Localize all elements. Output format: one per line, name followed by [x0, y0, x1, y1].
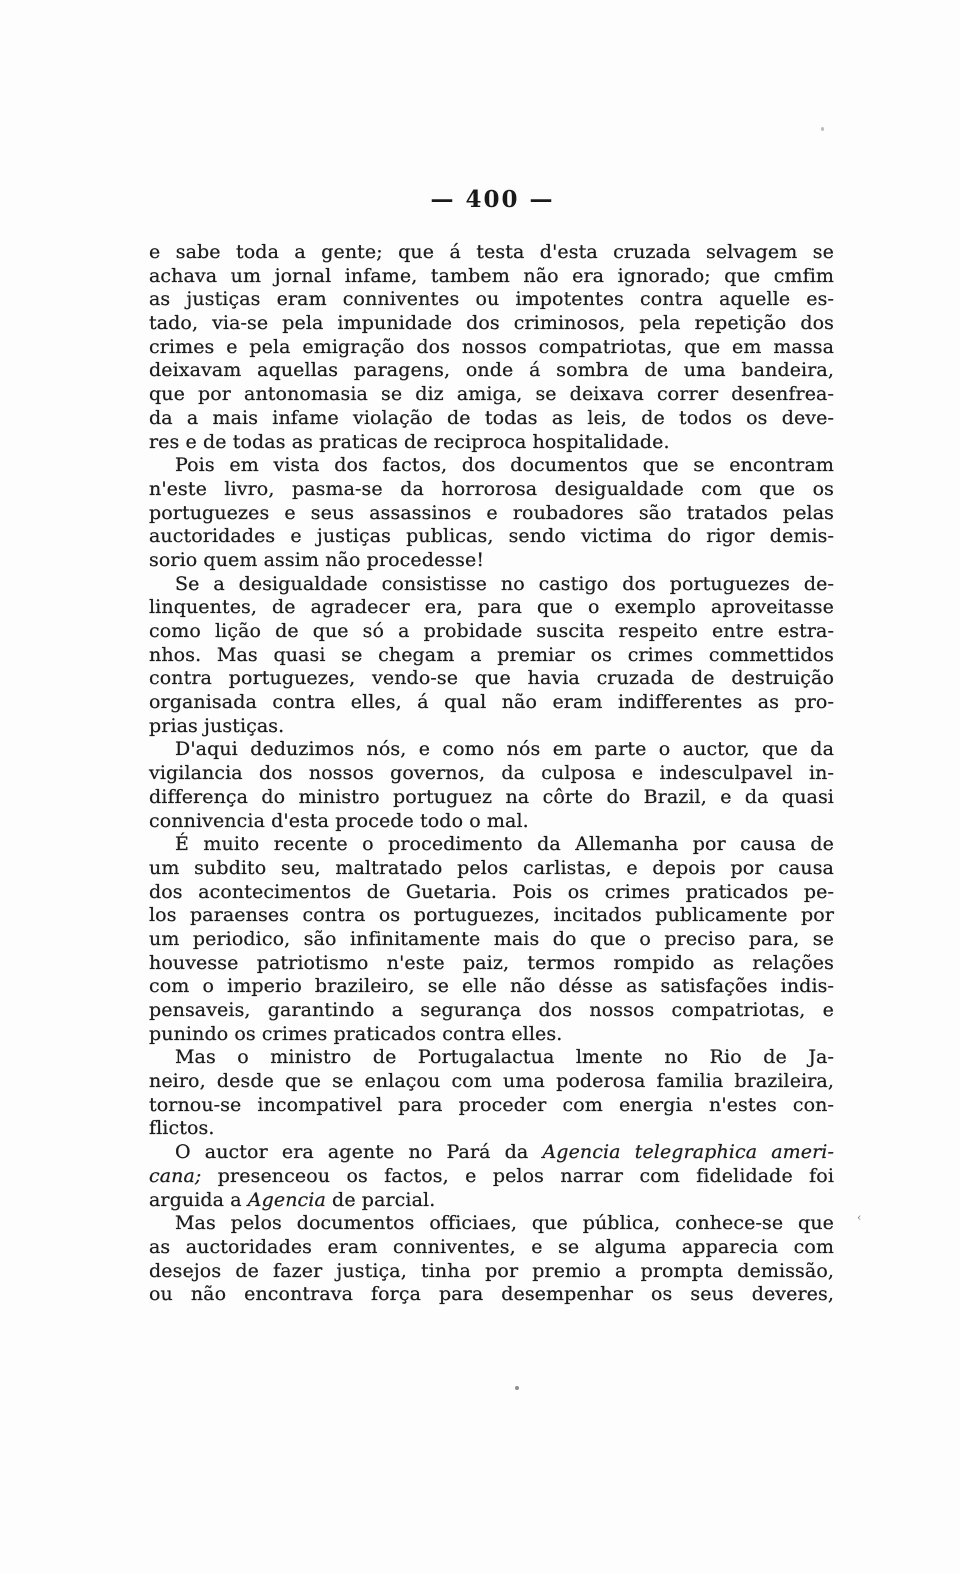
text-segment: differença do ministro portuguez na côrte do Brazil, e da quasi — [149, 785, 834, 808]
paragraph — [149, 738, 834, 833]
text-line — [149, 549, 834, 573]
text-segment: as auctoridades eram conniventes, e se alguma apparecia com — [149, 1235, 834, 1258]
text-segment: arguida a — [149, 1188, 248, 1211]
text-segment: connivencia d'esta procede todo o mal. — [149, 809, 529, 832]
text-segment: pensaveis, garantindo a segurança dos nossos compatriotas, e — [149, 999, 834, 1021]
text-segment: desejos de fazer justiça, tinha por premio a prompta demissão, — [149, 1259, 834, 1282]
text-line — [149, 810, 834, 834]
paragraph — [149, 454, 834, 572]
text-segment: contra portuguezes, vendo-se que havia cruzada de destruição — [149, 667, 834, 690]
text-line — [149, 312, 834, 336]
text-line — [149, 1165, 834, 1189]
text-segment: e sabe toda a gente; que á testa d'esta cruzada selvagem se — [149, 241, 834, 263]
text-segment: dos acontecimentos de Guetaria. Pois os crimes praticados pe- — [149, 880, 834, 903]
text-segment: punindo os crimes praticados contra elles. — [149, 1022, 563, 1045]
italic-text-segment: Agencia telegraphica ameri- — [542, 1141, 835, 1164]
text-line — [149, 762, 834, 786]
text-line — [149, 288, 834, 312]
text-line — [149, 502, 834, 526]
text-line — [149, 975, 834, 999]
text-line — [149, 1070, 834, 1094]
text-segment: que por antonomasia se diz amiga, se deixava correr desenfrea- — [149, 383, 834, 406]
text-line — [149, 478, 834, 502]
paragraph — [149, 1212, 834, 1307]
text-segment: achava um jornal infame, tambem não era ignorado; que cmfim — [149, 264, 834, 287]
text-line — [149, 667, 834, 691]
text-segment: res e de todas as praticas de reciproca hospitalidade. — [149, 430, 670, 453]
text-segment: Pois em vista dos factos, dos documentos que se encontram — [175, 454, 834, 477]
text-segment: los paraenses contra os portuguezes, incitados publicamente por — [149, 904, 834, 927]
text-line — [149, 1283, 834, 1307]
text-segment: auctoridades e justiças publicas, sendo victima do rigor demis- — [149, 525, 834, 548]
text-line — [149, 596, 834, 620]
text-line — [149, 1260, 834, 1284]
text-line — [149, 1023, 834, 1047]
text-line — [149, 1212, 834, 1236]
text-line — [149, 881, 834, 905]
text-segment: sorio quem assim não procedesse! — [149, 548, 485, 571]
text-line — [149, 359, 834, 383]
text-line — [149, 573, 834, 597]
ink-speck — [515, 1386, 519, 1390]
text-line — [149, 691, 834, 715]
text-line — [149, 999, 834, 1023]
page-text — [149, 241, 834, 1307]
text-line — [149, 525, 834, 549]
text-segment: Mas pelos documentos officiaes, que pública, conhece-se que — [175, 1212, 834, 1235]
text-segment: da a mais infame violação de todas as leis, de todos os deve- — [149, 406, 834, 429]
text-segment: neiro, desde que se enlaçou com uma poderosa familia brazileira, — [149, 1070, 834, 1093]
text-line — [149, 454, 834, 478]
text-segment: Se a desigualdade consistisse no castigo dos portuguezes de- — [175, 572, 834, 595]
text-line — [149, 786, 834, 810]
text-line — [149, 383, 834, 407]
text-segment: tado, via-se pela impunidade dos criminosos, pela repetição dos — [149, 312, 834, 335]
text-segment: vigilancia dos nossos governos, da culposa e indesculpavel in- — [149, 762, 834, 785]
paragraph — [149, 1046, 834, 1141]
text-line — [149, 1117, 834, 1141]
text-line — [149, 738, 834, 762]
text-line — [149, 833, 834, 857]
page-number: — 400 — — [430, 186, 555, 213]
text-line — [149, 1236, 834, 1260]
text-segment: presenceou os factos, e pelos narrar com fidelidade foi — [201, 1164, 834, 1187]
text-line — [149, 431, 834, 455]
text-segment: nhos. Mas quasi se chegam a premiar os crimes commettidos — [149, 643, 834, 666]
text-line — [149, 857, 834, 881]
ink-speck: ‹ — [857, 1211, 862, 1224]
text-line — [149, 407, 834, 431]
text-segment: Mas o ministro de Portugalactua lmente no Rio de Ja- — [175, 1046, 834, 1069]
text-segment: flictos. — [149, 1117, 215, 1140]
text-line — [149, 644, 834, 668]
text-line — [149, 1189, 834, 1213]
text-segment: O auctor era agente no Pará da — [175, 1141, 543, 1164]
text-line — [149, 928, 834, 952]
paragraph — [149, 241, 834, 454]
text-segment: um periodico, são infinitamente mais do que o preciso para, se — [149, 927, 834, 950]
text-segment: D'aqui deduzimos nós, e como nós em parte o auctor, que da — [175, 738, 834, 761]
text-line — [149, 241, 834, 265]
paragraph — [149, 833, 834, 1046]
italic-text-segment: cana; — [149, 1164, 202, 1187]
ink-speck — [821, 127, 824, 131]
text-line — [149, 1046, 834, 1070]
text-segment: um subdito seu, maltratado pelos carlistas, e depois por causa — [149, 856, 834, 879]
text-segment: portuguezes e seus assassinos e roubadores são tratados pelas — [149, 501, 834, 524]
text-line — [149, 1141, 834, 1165]
text-segment: de parcial. — [325, 1188, 436, 1211]
text-line — [149, 620, 834, 644]
text-segment: organisada contra elles, á qual não eram indifferentes as pro- — [149, 691, 834, 714]
text-segment: como lição de que só a probidade suscita respeito entre estra- — [149, 620, 834, 642]
text-segment: ou não encontrava força para desempenhar os seus deveres, — [149, 1283, 834, 1306]
text-line — [149, 1094, 834, 1118]
text-segment: houvesse patriotismo n'este paiz, termos rompido as relações — [149, 951, 834, 974]
text-segment: prias justiças. — [149, 714, 285, 737]
text-segment: deixavam aquellas paragens, onde á sombra de uma bandeira, — [149, 359, 834, 382]
text-segment: com o imperio brazileiro, se elle não désse as satisfações indis- — [149, 975, 834, 998]
paragraph — [149, 573, 834, 739]
text-line — [149, 265, 834, 289]
text-line — [149, 904, 834, 928]
text-line — [149, 715, 834, 739]
text-segment: É muito recente o procedimento da Allemanha por causa de — [175, 833, 834, 856]
text-line — [149, 952, 834, 976]
text-segment: tornou-se incompativel para proceder com energia n'estes con- — [149, 1093, 834, 1116]
text-segment: linquentes, de agradecer era, para que o exemplo aproveitasse — [149, 596, 834, 619]
text-segment: as justiças eram conniventes ou impotentes contra aquelle es- — [149, 288, 834, 311]
text-segment: crimes e pela emigração dos nossos compatriotas, que em massa — [149, 335, 834, 358]
text-line — [149, 336, 834, 360]
italic-text-segment: Agencia — [247, 1188, 326, 1211]
paragraph — [149, 1141, 834, 1212]
text-segment: n'este livro, pasma-se da horrorosa desigualdade com que os — [149, 477, 834, 500]
